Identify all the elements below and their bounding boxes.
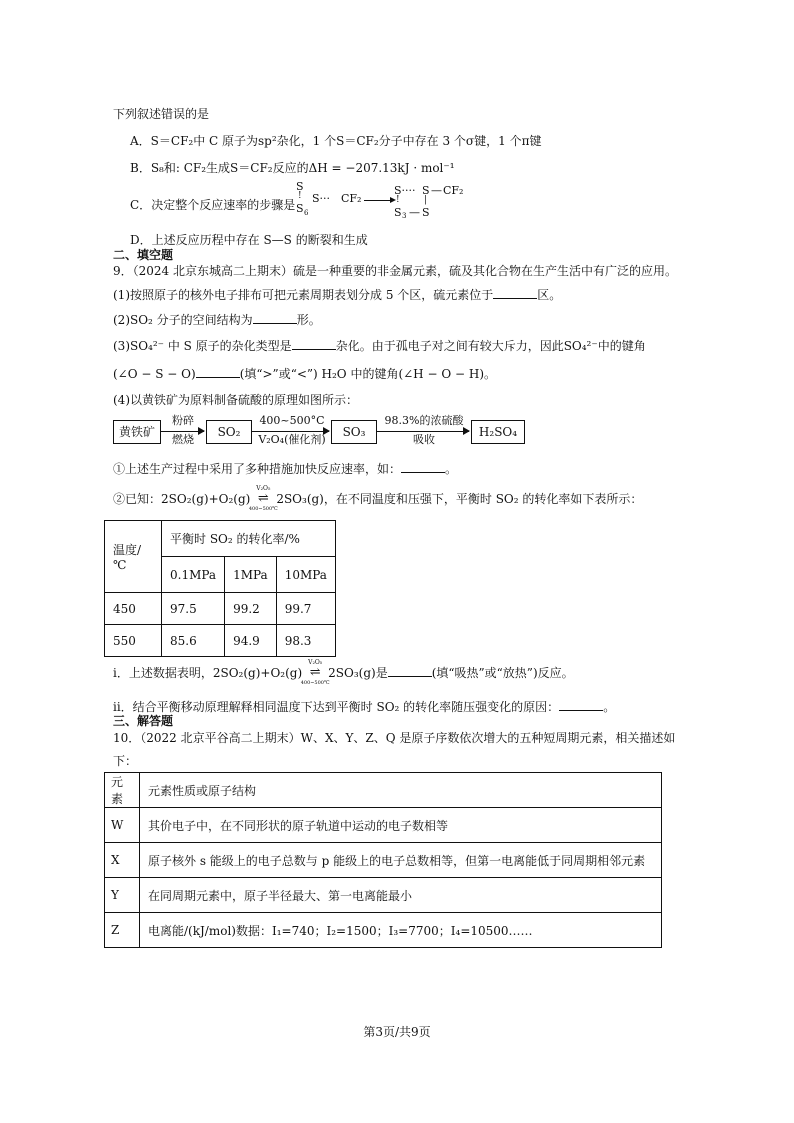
- table-header-pressure: 1MPa: [225, 557, 277, 593]
- struct-right-s3: S: [394, 206, 402, 219]
- reaction-products: 2SO₃(g): [328, 666, 376, 680]
- table-cell: 99.2: [225, 593, 277, 625]
- q10-header-cont: 下：: [113, 754, 138, 768]
- q9-sub-i: [113, 658, 574, 688]
- reaction-condition: 400~500℃: [300, 679, 330, 686]
- table-cell: 原子核外 s 能级上的电子总数与 p 能级上的电子总数相等，但第一电离能低于同周期相邻元素: [140, 843, 662, 878]
- option-letter: A．: [130, 134, 151, 148]
- q9-part4: (4)以黄铁矿为原料制备硫酸的原理如图所示：: [113, 393, 358, 407]
- table-row: [105, 593, 336, 625]
- q9-c1-text: ①上述生产过程中采用了多种措施加快反应速率，如：: [113, 462, 402, 476]
- table-cell: 94.9: [225, 625, 277, 657]
- option-c-structure: [286, 180, 476, 222]
- equilibrium-arrow-icon: [302, 659, 328, 689]
- q9-part2-tail: 形。: [296, 313, 321, 327]
- q9-c2-text: ②已知：: [113, 492, 162, 506]
- q8-option-b: [130, 160, 455, 176]
- q9-sub-ii: [113, 699, 615, 715]
- flow-box-so3: SO₃: [331, 420, 377, 444]
- flow-label: 400~500°C: [259, 414, 325, 427]
- answer-blank[interactable]: [292, 338, 336, 350]
- q9-part1: [113, 287, 561, 303]
- table-row: [105, 843, 662, 878]
- answer-blank[interactable]: [493, 287, 537, 299]
- reaction-catalyst: V₂O₅: [256, 484, 271, 492]
- q9-part3-cont: 杂化。由于孤电子对之间有较大斥力，因此SO₄²⁻中的键角: [335, 339, 646, 353]
- q9-part1-tail: 区。: [537, 288, 562, 302]
- flow-label: 98.3%的浓硫酸: [384, 414, 464, 427]
- reaction-condition: 400~500℃: [248, 505, 278, 512]
- table-cell: Z: [105, 913, 140, 948]
- table-row: [105, 913, 662, 948]
- flow-box-pyrite: 黄铁矿: [113, 420, 161, 444]
- table-header-element: 元素: [105, 773, 140, 808]
- option-letter: D．: [130, 233, 152, 247]
- bond-angle-so: (∠O − S − O): [113, 367, 196, 381]
- answer-blank[interactable]: [253, 312, 297, 324]
- struct-left-sub: 6: [304, 209, 309, 217]
- answer-blank[interactable]: [401, 461, 445, 473]
- equilibrium-arrow-icon: [250, 485, 276, 515]
- flow-label: 粉碎: [172, 414, 194, 427]
- process-flowchart: [113, 414, 533, 454]
- q9-part3: [113, 338, 646, 354]
- struct-right-sub: 3: [402, 212, 407, 220]
- table-cell: W: [105, 808, 140, 843]
- table-cell: 其价电子中，在不同形状的原子轨道中运动的电子数相等: [140, 808, 662, 843]
- option-text: 上述反应历程中存在 S—S 的断裂和生成: [151, 233, 368, 247]
- answer-blank[interactable]: [196, 366, 240, 378]
- struct-right-cf2: CF₂: [443, 184, 464, 197]
- q9-c1: [113, 461, 457, 477]
- struct-left-dots: S···: [312, 192, 331, 205]
- q8-option-a: [130, 133, 541, 149]
- table-cell: 在同周期元素中，原子半径最大、第一电离能最小: [140, 878, 662, 913]
- option-letter: B．: [130, 161, 151, 175]
- q9-c2: [113, 484, 642, 514]
- flow-label: 燃烧: [172, 433, 194, 446]
- table-cell: 98.3: [276, 625, 335, 657]
- table-cell: 99.7: [276, 593, 335, 625]
- struct-left-bar: !: [298, 191, 302, 201]
- table-header-property: 元素性质或原子结构: [140, 773, 662, 808]
- table-row: [105, 808, 662, 843]
- q9-part2: [113, 312, 321, 328]
- q9-sub-ii-text: ii．结合平衡移动原理解释相同温度下达到平衡时 SO₂ 的转化率随压强变化的原因：: [113, 700, 560, 714]
- option-text: 决定整个反应速率的步骤是: [151, 198, 296, 212]
- flow-label: 吸收: [413, 433, 435, 446]
- reaction-reactants: 2SO₂(g)+O₂(g): [212, 666, 303, 680]
- table-header-pressure: 10MPa: [276, 557, 335, 593]
- q8-intro: 下列叙述错误的是: [113, 107, 210, 121]
- flow-box-so2: SO₂: [206, 420, 252, 444]
- conversion-table: [104, 520, 336, 657]
- reaction-catalyst: V₂O₅: [308, 658, 323, 666]
- q9-part3-line2: [113, 366, 496, 382]
- table-header-pressure: 0.1MPa: [162, 557, 225, 593]
- q8-option-d: [130, 232, 368, 248]
- q9-header: 9．（2024 北京东城高二上期末）硫是一种重要的非金属元素，硫及其化合物在生产生活中有广泛的应用。: [113, 264, 677, 278]
- struct-left-top-s: S: [296, 180, 304, 193]
- struct-right-s2: S: [422, 184, 430, 197]
- flow-arrow-icon: [161, 431, 204, 432]
- answer-blank[interactable]: [559, 699, 603, 711]
- reaction-reactants: 2SO₂(g)+O₂(g): [161, 492, 251, 506]
- table-cell: 85.6: [162, 625, 225, 657]
- struct-right-bar: !: [396, 195, 400, 205]
- table-row: [105, 878, 662, 913]
- page-number: 第3页/共9页: [363, 1025, 431, 1039]
- struct-right-bar2: |: [424, 195, 428, 205]
- flow-label: V₂O₄(催化剂): [258, 433, 326, 446]
- reaction-arrow-icon: [364, 200, 392, 201]
- q9-c1-tail: 。: [445, 462, 458, 476]
- reaction-arrow: ⇌: [257, 490, 269, 506]
- flow-arrow-icon: [252, 431, 329, 432]
- reaction-arrow: ⇌: [309, 664, 321, 680]
- table-cell: 电离能/(kJ/mol)数据：I₁=740；I₂=1500；I₃=7700；I₄=10500……: [140, 913, 662, 948]
- q9-part3-tail: (填“>”或“<”) H₂O 中的键角(∠H − O − H)。: [239, 367, 496, 381]
- table-row: [105, 625, 336, 657]
- q8-option-c: [130, 197, 295, 213]
- struct-right-s1: S····: [394, 184, 416, 197]
- section-title: 三、解答题: [113, 714, 174, 728]
- q9-part3-text: (3)SO₄²⁻ 中 S 原子的杂化类型是: [113, 339, 292, 353]
- section-title: 二、填空题: [113, 248, 174, 262]
- q9-sub-i-text: i．上述数据表明，: [113, 666, 213, 680]
- struct-right-bottom-dash: —: [409, 206, 420, 219]
- reaction-products: 2SO₃(g): [276, 492, 324, 506]
- table-cell: Y: [105, 878, 140, 913]
- q9-c2-tail: ，在不同温度和压强下，平衡时 SO₂ 的转化率如下表所示：: [323, 492, 643, 506]
- table-cell: X: [105, 843, 140, 878]
- q9-part2-text: (2)SO₂ 分子的空间结构为: [113, 313, 253, 327]
- answer-blank[interactable]: [388, 665, 432, 677]
- struct-left-s: S: [296, 202, 304, 215]
- struct-right-dash: —: [431, 184, 442, 197]
- table-header-temp: 温度/℃: [105, 521, 162, 593]
- table-header-conversion: 平衡时 SO₂ 的转化率/%: [162, 521, 336, 557]
- option-letter: C．: [130, 198, 152, 212]
- table-cell: 550: [105, 625, 162, 657]
- q10-header: 10．（2022 北京平谷高二上期末）W、X、Y、Z、Q 是原子序数依次增大的五种短周期元素，相关描述如: [113, 731, 676, 745]
- struct-right-bottom-s: S: [422, 206, 430, 219]
- option-text: S＝CF₂中 C 原子为sp²杂化，1 个S＝CF₂分子中存在 3 个σ键，1 个π键: [150, 134, 542, 148]
- q9-sub-ii-tail: 。: [603, 700, 616, 714]
- option-text: S₈和: CF₂生成S＝CF₂反应的ΔH = −207.13kJ · mol⁻¹: [150, 161, 455, 175]
- struct-left-cf2: CF₂: [341, 192, 362, 205]
- table-cell: 450: [105, 593, 162, 625]
- element-table: [104, 772, 662, 948]
- table-cell: 97.5: [162, 593, 225, 625]
- flow-box-h2so4: H₂SO₄: [471, 420, 525, 444]
- flow-arrow-icon: [377, 431, 469, 432]
- q9-sub-i-tail: (填“吸热”或“放热”)反应。: [431, 666, 574, 680]
- q9-part1-text: (1)按照原子的核外电子排布可把元素周期表划分成 5 个区，硫元素位于: [113, 288, 494, 302]
- q9-sub-i-mid: 是: [375, 666, 388, 680]
